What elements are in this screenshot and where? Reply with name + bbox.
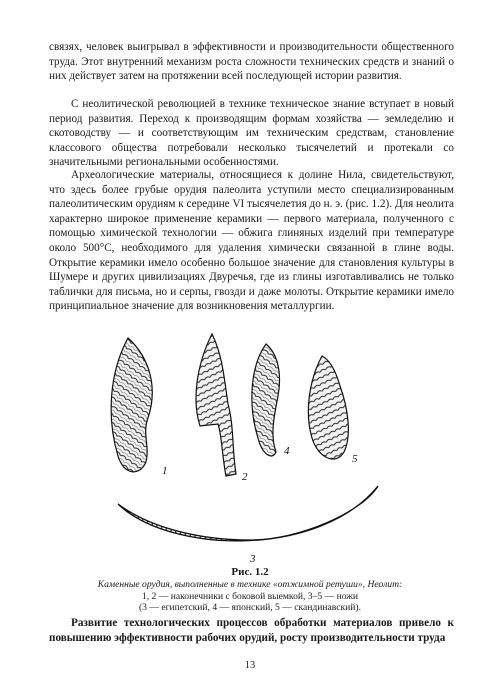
caption-line-3: (3 — египетский, 4 — японский, 5 — скандинавский).	[138, 602, 362, 614]
tool-5-shape	[308, 356, 348, 459]
page-number: 13	[244, 660, 256, 671]
label-3: 3	[250, 553, 256, 565]
tool-2-shape	[196, 334, 236, 476]
caption-line-2: 1, 2 — наконечники с боковой выемкой, 3–5 — ножи	[141, 590, 359, 602]
label-2: 2	[242, 471, 248, 483]
label-1: 1	[162, 465, 168, 477]
paragraph-2: С неолитической революцией в технике техническое знание вступает в новый период развития. Переход к производящим формам хозяйства — земледелию и скотоводству — и соответствующим им техническим средствам, становление классового общества потребовали несколько тысячелетий и протекали со значительными региональными особенностями.	[49, 98, 454, 169]
paragraph-3: Археологические материалы, относящиеся к долине Нила, свидетельствуют, что здесь более грубые орудия палеолита уступили место специализированным палеолитическим орудиям к середине VI тысячелетия до н. э. (рис. 1.2). Для неолита характерно широкое применение керамики — первого материала, полученного с помощью химической технологии — обжига глиняных изделий при температуре около 500°С, необходимого для удаления химически связанной в глине воды. Открытие керамики имело особенно большое значение для становления культуры в Шумере и других цивилизациях Двуречья, где из глины изготавливались не только таблички для письма, но и серпы, гвозди и даже молоты. Открытие керамики имело принципиальное значение для возникновения металлургии.	[49, 169, 454, 313]
figure-caption	[60, 579, 440, 614]
paragraph-1: связях, человек выигрывал в эффективности и производительности общественного труда. Этот внутренний механизм роста сложности технических средств и знаний о них действует затем на протяжении всей последующей истории развития.	[49, 41, 454, 83]
tool-3-shape	[118, 486, 378, 541]
caption-line-1: Каменные орудия, выполненные в технике «отжимной ретуши», Неолит:	[97, 579, 403, 590]
stone-tools-illustration	[100, 326, 400, 566]
tool-4-shape	[252, 344, 280, 456]
tool-1-shape	[111, 338, 152, 472]
figure-title: Рис. 1.2	[231, 566, 269, 578]
label-4: 4	[284, 445, 290, 457]
bottom-paragraph: Развитие технологических процессов обработки материалов привело к повышению эффективности рабочих орудий, росту производительности труда	[49, 617, 454, 644]
label-5: 5	[352, 453, 358, 465]
